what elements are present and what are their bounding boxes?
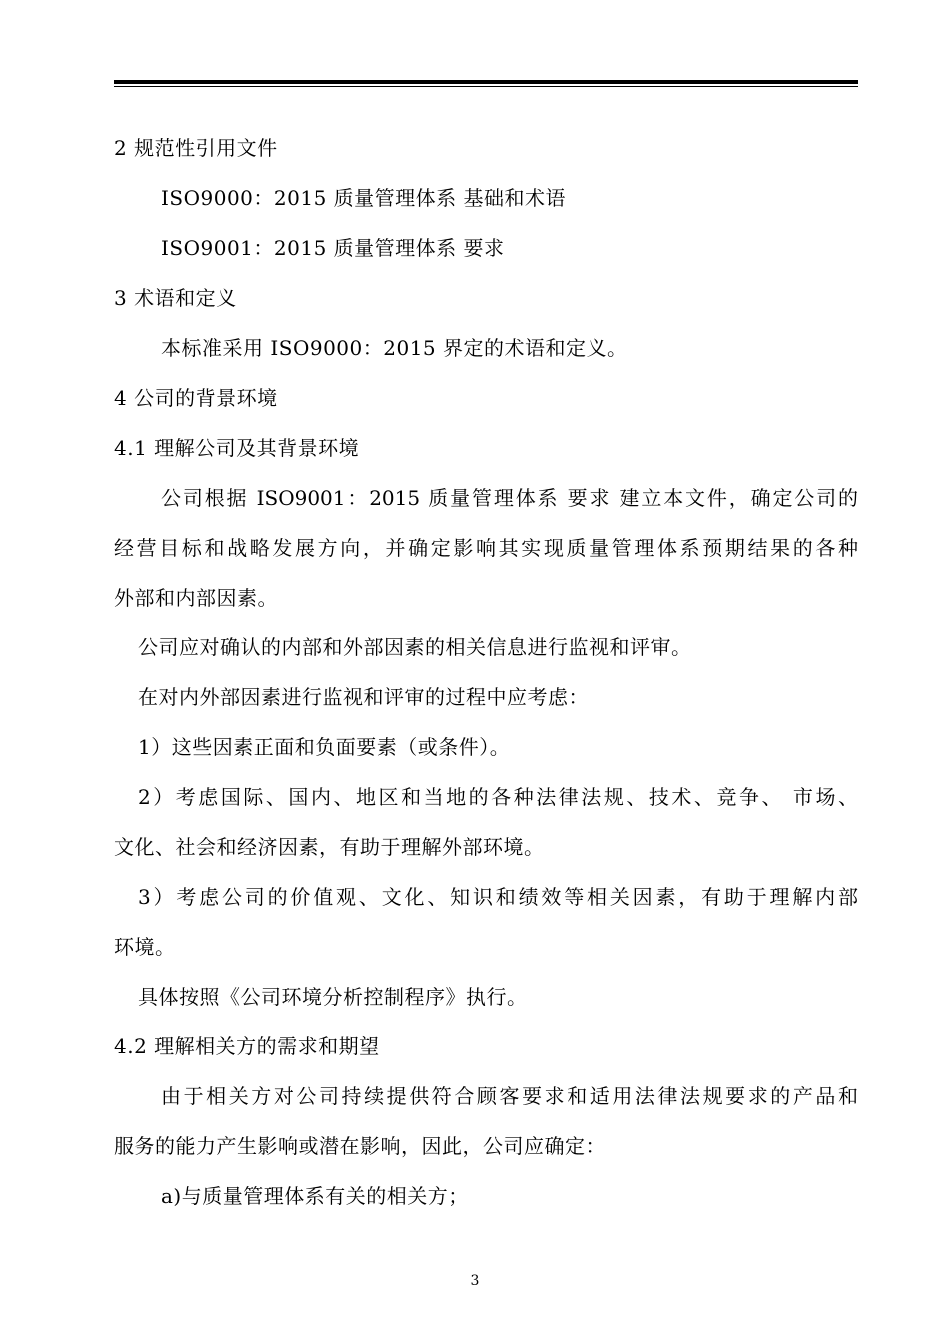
list-item-3-continued: 环境。	[114, 935, 176, 959]
header-rule-thick	[114, 80, 858, 84]
section-heading-3: 3 术语和定义	[114, 286, 237, 310]
section-heading-4-1: 4.1 理解公司及其背景环境	[114, 436, 360, 460]
paragraph-line: 由于相关方对公司持续提供符合顾客要求和适用法律法规要求的产品和	[161, 1084, 858, 1108]
paragraph-procedure: 具体按照《公司环境分析控制程序》执行。	[138, 985, 528, 1009]
list-item-2-continued: 文化、社会和经济因素，有助于理解外部环境。	[114, 835, 545, 859]
paragraph-line: 公司根据 ISO9001：2015 质量管理体系 要求 建立本文件，确定公司的	[161, 486, 858, 510]
paragraph-line: 外部和内部因素。	[114, 586, 278, 610]
header-rule-thin	[114, 86, 858, 87]
list-item-3: 3）考虑公司的价值观、文化、知识和绩效等相关因素，有助于理解内部	[138, 885, 858, 909]
reference-iso9001: ISO9001：2015 质量管理体系 要求	[161, 236, 505, 260]
list-item-1: 1）这些因素正面和负面要素（或条件）。	[138, 735, 511, 759]
list-item-a: a)与质量管理体系有关的相关方；	[161, 1184, 469, 1208]
reference-iso9000: ISO9000：2015 质量管理体系 基础和术语	[161, 186, 567, 210]
paragraph-line: 服务的能力产生影响或潜在影响，因此，公司应确定：	[114, 1134, 606, 1158]
list-item-2: 2）考虑国际、国内、地区和当地的各种法律法规、技术、竞争、 市场、	[138, 785, 858, 809]
paragraph-terms: 本标准采用 ISO9000：2015 界定的术语和定义。	[161, 336, 628, 360]
section-heading-4-2: 4.2 理解相关方的需求和期望	[114, 1034, 380, 1058]
paragraph-line: 经营目标和战略发展方向，并确定影响其实现质量管理体系预期结果的各种	[114, 536, 858, 560]
paragraph-monitoring: 公司应对确认的内部和外部因素的相关信息进行监视和评审。	[138, 635, 692, 659]
paragraph-considerations: 在对内外部因素进行监视和评审的过程中应考虑：	[138, 685, 589, 709]
section-heading-2: 2 规范性引用文件	[114, 136, 278, 160]
section-heading-4: 4 公司的背景环境	[114, 386, 278, 410]
page-number: 3	[470, 1273, 480, 1289]
